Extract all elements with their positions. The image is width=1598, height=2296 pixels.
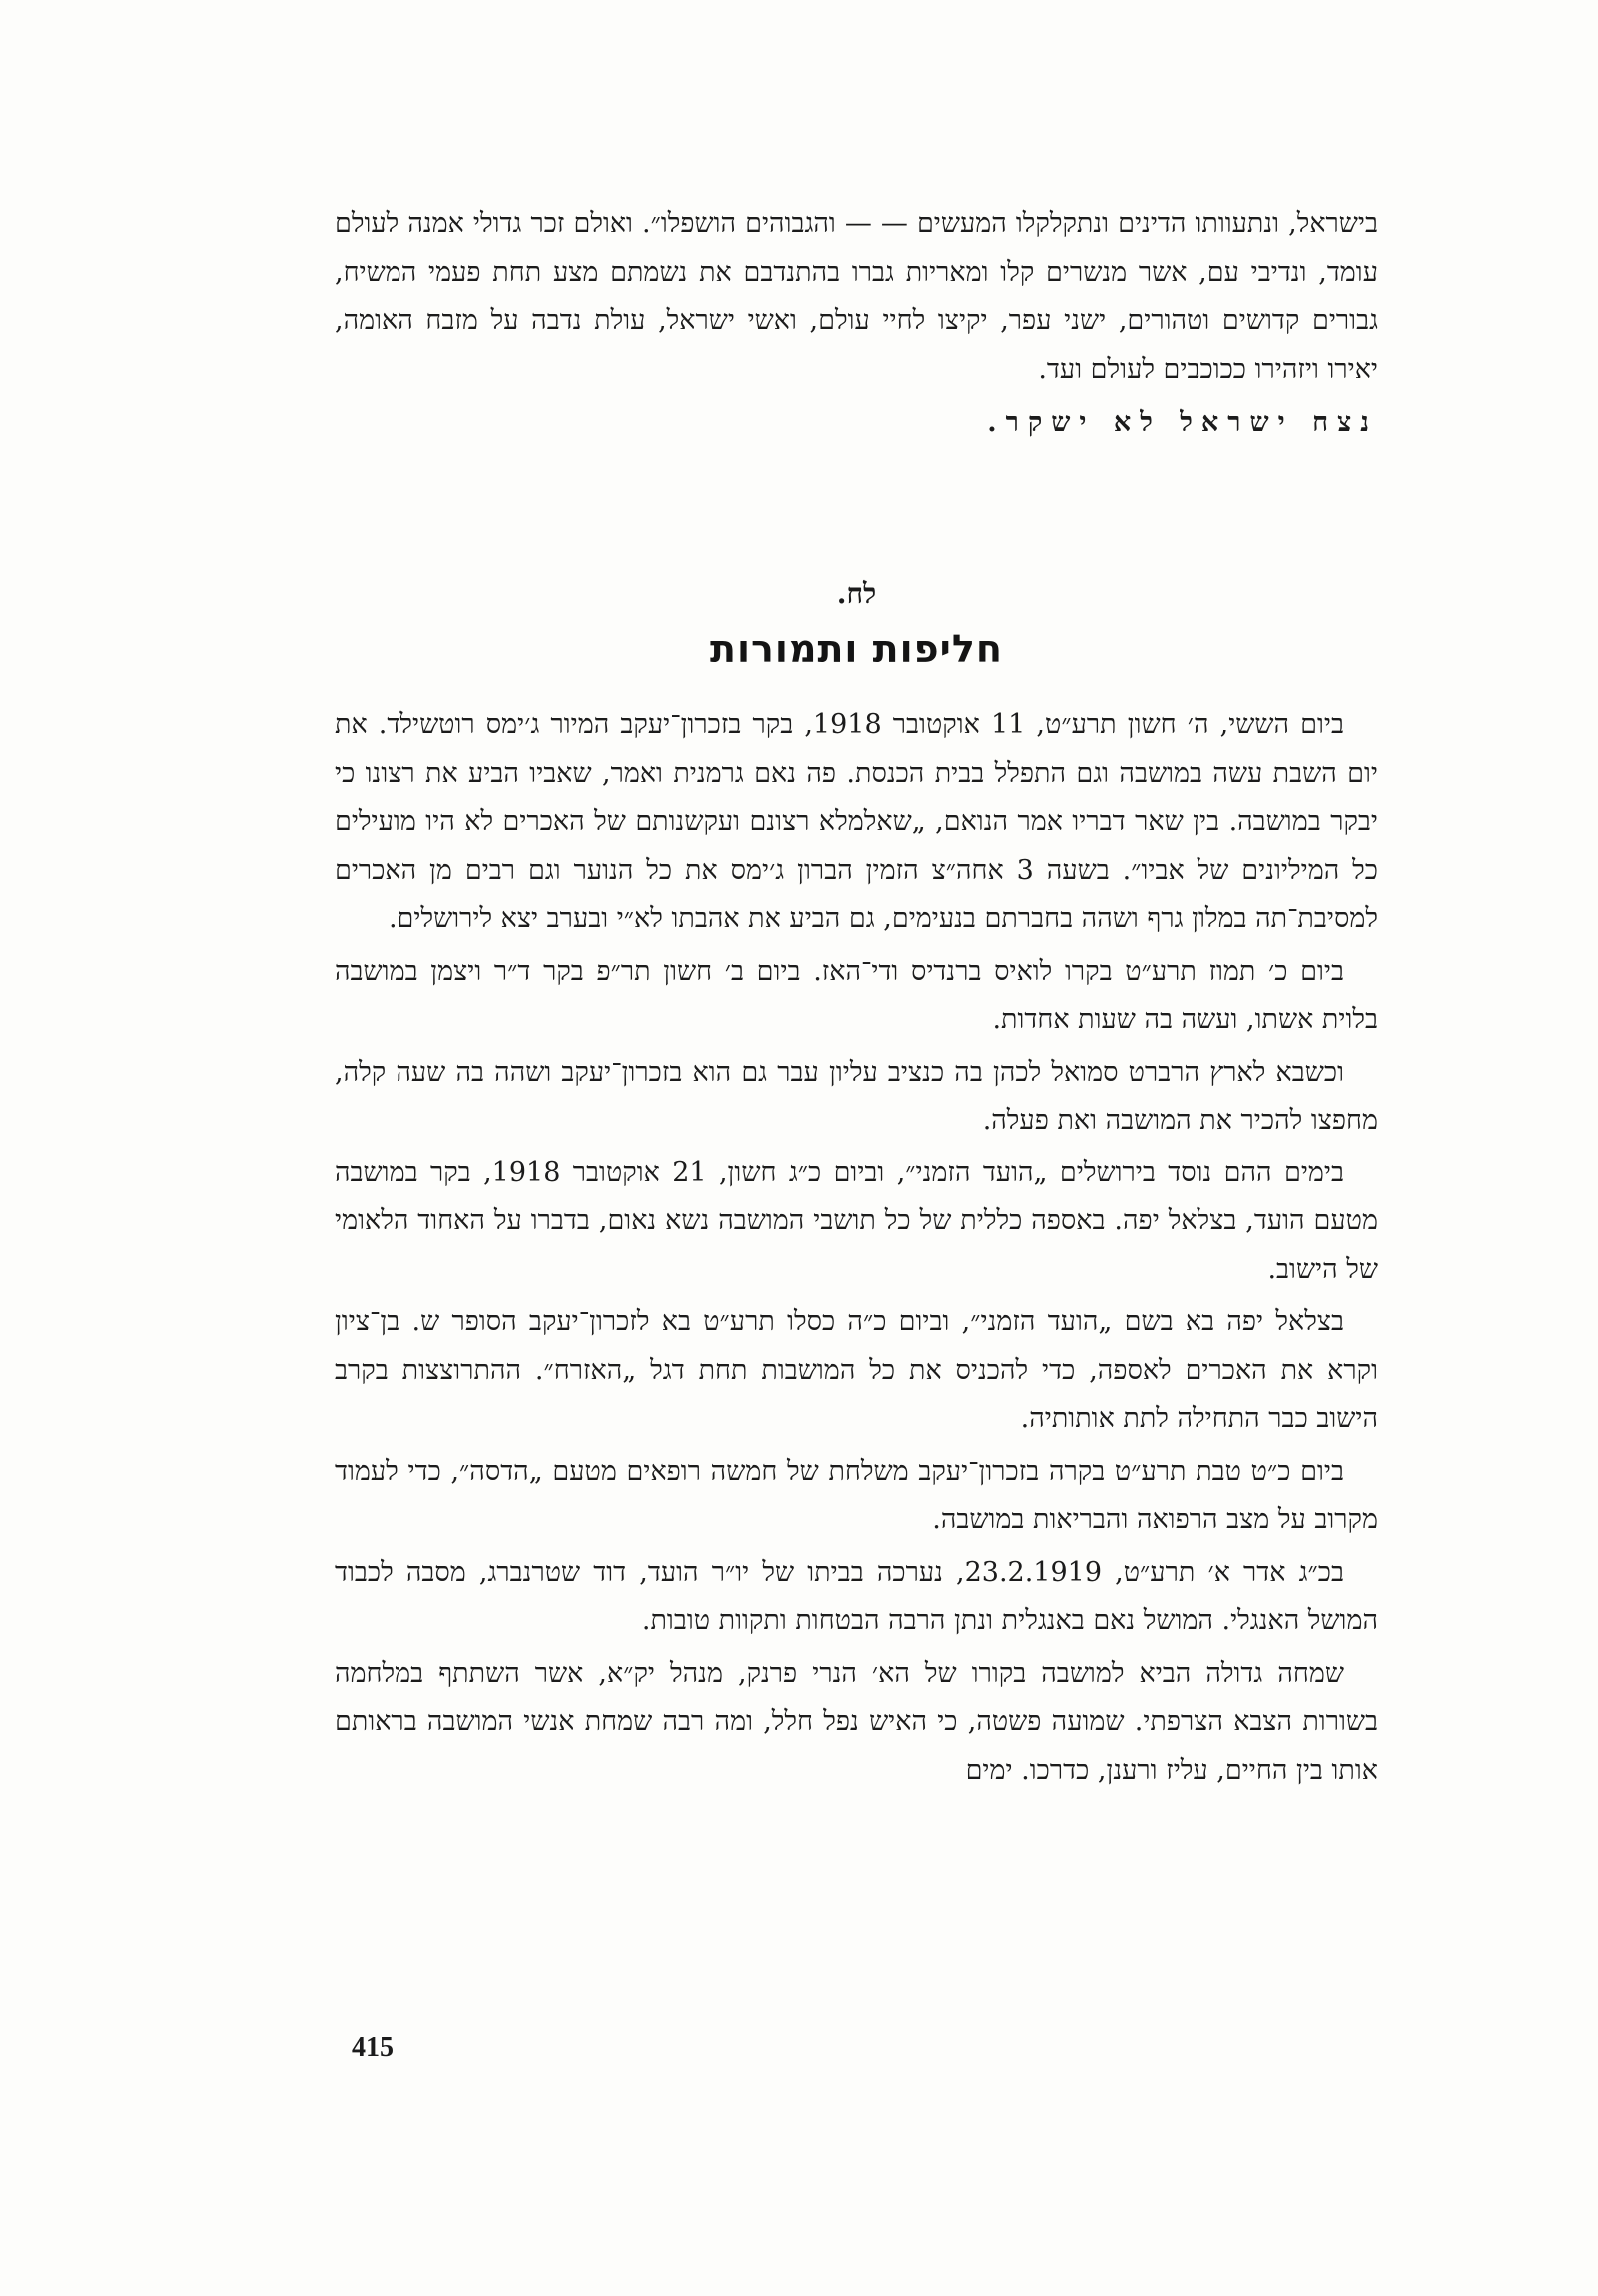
chapter-title: חליפות ותמורות — [710, 627, 1003, 671]
top-text-block — [335, 200, 1378, 447]
body-paragraph: וכשבא לארץ הרברט סמואל לכהן בה כנציב עליון עבר גם הוא בזכרון־יעקב ושהה בה שעה קלה, מחפצו להכיר את המושבה ואת פעלה. — [335, 1056, 1378, 1136]
body-paragraph: בצלאל יפה בא בשם „הועד הזמני״, וביום כ״ה כסלו תרע״ט בא לזכרון־יעקב הסופר ש. בן־ציון וקרא את האכרים לאספה, כדי להכניס את כל המושבות תחת דגל „האזרח״. ההתרוצצות בקרב הישוב כבר התחילה לתת אותותיה. — [335, 1306, 1378, 1434]
chapter-body — [335, 701, 1378, 1799]
body-paragraph: ביום הששי, ה׳ חשון תרע״ט, 11 אוקטובר 1918, בקר בזכרון־יעקב המיור ג׳ימס רוטשילד. את יום השבת עשה במושבה וגם התפלל בבית הכנסת. פה נאם גרמנית ואמר, שאביו הביע את רצונו כי יבקר במושבה. בין שאר דבריו אמר הנואם, „שאלמלא רצונם ועקשנותם של האכרים לא היו מועילים כל המיליונים של אביו״. בשעה 3 אחה״צ הזמין הברון ג׳ימס את כל הנוער וגם רבים מן האכרים למסיבת־תה במלון גרף ושהה בחברתם בנעימים, גם הביע את אהבתו לא״י ובערב יצא לירושלים. — [335, 709, 1378, 934]
body-paragraph: שמחה גדולה הביא למושבה בקורו של הא׳ הנרי פרנק, מנהל יק״א, אשר השתתף במלחמה בשורות הצבא הצרפתי. שמועה פשטה, כי האיש נפל חלל, ומה רבה שמחת אנשי המושבה בראותם אותו בין החיים, עליז ורענן, כדרכו. ימים — [335, 1657, 1378, 1786]
opening-paragraph: בישראל, ונתעוותו הדינים ונתקלקלו המעשים — — והגבוהים הושפלו״. ואולם זכר גדולי אמנה לעולם עומד, ונדיבי עם, אשר מנשרים קלו ומאריות גברו בהתנדבם את נשמתם מצע תחת פעמי המשיח, גבורים קדושים וטהורים, ישני עפר, יקיצו לחיי עולם, ואשי ישראל, עולת נדבה על מזבח האומה, יאירו ויזהירו ככוכבים לעולם ועד. — [335, 208, 1378, 384]
body-paragraph: ביום כ״ט טבת תרע״ט בקרה בזכרון־יעקב משלחת של חמשה רופאים מטעם „הדסה״, כדי לעמוד מקרוב על מצב הרפואה והבריאות במושבה. — [335, 1455, 1378, 1535]
body-paragraph: ביום כ׳ תמוז תרע״ט בקרו לואיס ברנדיס ודי־האז. ביום ב׳ חשון תר״פ בקר ד״ר ויצמן במושבה בלוית אשתו, ועשה בה שעות אחדות. — [335, 955, 1378, 1035]
motto-line: נצח ישראל לא ישקר. — [987, 407, 1378, 438]
body-paragraph: בימים ההם נוסד בירושלים „הועד הזמני״, וביום כ״ג חשון, 21 אוקטובר 1918, בקר במושבה מטעם הועד, בצלאל יפה. באספה כללית של כל תושבי המושבה נשא נאום, בדברו על האחוד הלאומי של הישוב. — [335, 1156, 1378, 1285]
body-paragraph: בכ״ג אדר א׳ תרע״ט, 23.2.1919, נערכה בביתו של יו״ר הועד, דוד שטרנברג, מסבה לכבוד המושל האנגלי. המושל נאם באנגלית ונתן הרבה הבטחות ותקוות טובות. — [335, 1556, 1378, 1636]
page-number: 415 — [352, 2032, 394, 2063]
chapter-number: לח. — [836, 577, 877, 610]
